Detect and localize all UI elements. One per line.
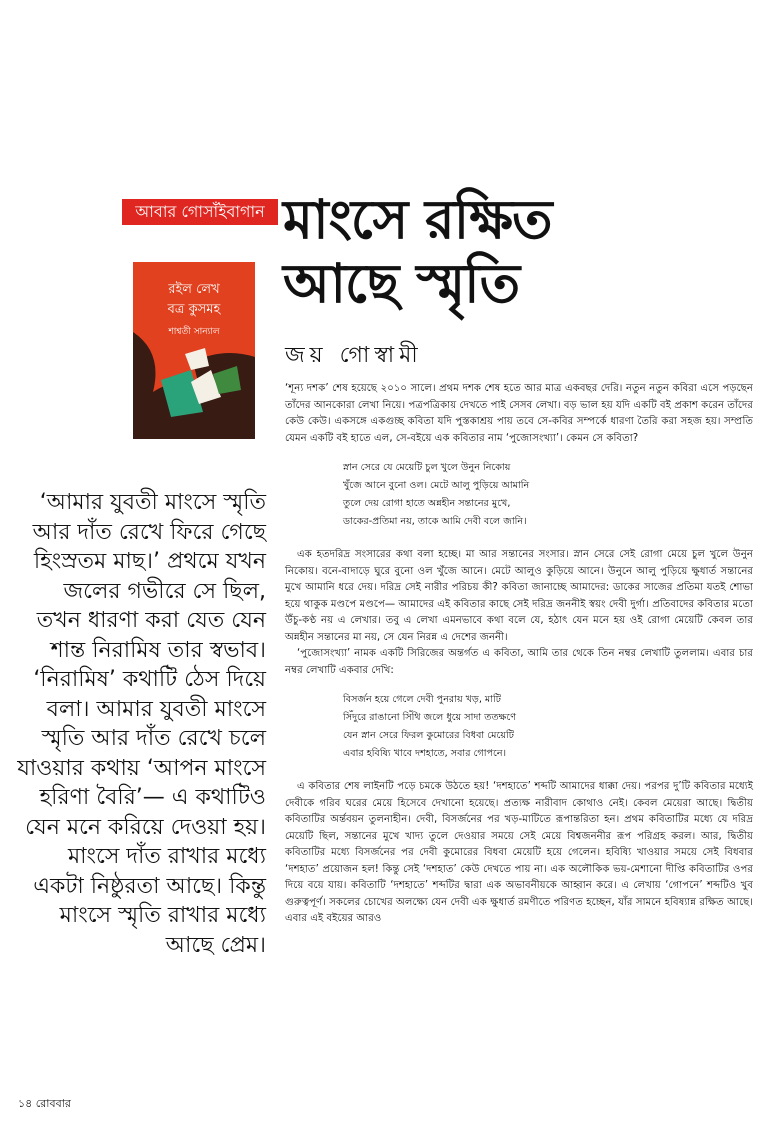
poem-line: তুলে দেয় রোগা হাতে অন্নহীন সন্তানের মুখে, xyxy=(343,498,511,509)
poem-block-2 xyxy=(343,691,753,763)
headline-line-1: মাংসে রক্ষিত xyxy=(283,188,552,251)
pull-quote-text: ‘আমার যুবতী মাংসে স্মৃতি আর দাঁত রেখে ফিরে গেছে হিংস্রতম মাছ।’ প্রথমে যখন জলের গভীরে সে ছিল, তখন ধারণা করা যেত যেন শান্ত নিরামিষ তার স্বভাব। ‘নিরামিষ’ কথাটি ঠেস দিয়ে বলা। আমার যুবতী মাংসে স্মৃতি আর দাঁত রেখে চলে যাওয়ার কথায় ‘আপন মাংসে হরিণা বৈরি’— এ কথাটিও যেন মনে করিয়ে দেওয়া হয়। মাংসে দাঁত রাখার মধ্যে একটা নিষ্ঠুরতা আছে। কিন্তু মাংসে স্মৃতি রাখার মধ্যে আছে প্রেম। xyxy=(17,490,266,958)
body-paragraph: এ কবিতার শেষ লাইনটি পড়ে চমকে উঠতে হয়! ‘দশহাতে’ শব্দটি আমাদের ধাক্কা দেয়। পরপর দু’টি কবিতার মধ্যেই দেবীকে গরিব ঘরের মেয়ে হিসেবে দেখানো হয়েছে। প্রত্যক্ষ নারীবাদ কোথাও নেই। কেবল মেয়েরা আছে। দ্বিতীয় কবিতাটির অর্ন্তবয়ন তুলনাহীন। দেবী, বিসর্জনের পর খড়-মাটিতে রূপান্তরিতা হন। প্রথম কবিতাটির মধ্যে যে দরিদ্র মেয়েটি ছিল, সন্তানের মুখে খাদ্য তুলে দেওয়ার সময়ে সেই মেয়ে বিশ্বজননীর রূপ পরিগ্রহ করল। আর, দ্বিতীয় কবিতাটির মধ্যে বিসর্জনের পর দেবী কুমোরের বিধবা মেয়েটি হয়ে গেলেন। হবিষ্যি খাওয়ার সময়ে সেই বিধবার ‘দশহাত’ প্রয়োজন হল! কিন্তু সেই ‘দশহাত’ কেউ দেখতে পায় না। এক অলৌকিক ভয়-মেশানো দীপ্তি কবিতাটির ওপর দিয়ে বয়ে যায়। কবিতাটি ‘দশহাতে’ শব্দটির দ্বারা এক অভাবনীয়কে আহ্বান করে। এ লেখায় ‘গোপনে’ শব্দটিও খুব গুরুত্বপূর্ণ। সকলের চোখের অলক্ষ্যে যেন দেবী এক ক্ষুধার্ত রমণীতে পরিণত হচ্ছেন, যাঁর সামনে হবিষ্যান্ন রক্ষিত আছে। এবার এই বইয়ের আরও xyxy=(285,781,753,924)
poem-block-1 xyxy=(343,459,753,531)
poem-line: স্নান সেরে যে মেয়েটি চুল খুলে উনুন নিকোয় xyxy=(343,462,511,473)
book-cover-image xyxy=(133,262,255,439)
pull-quote xyxy=(16,488,266,960)
author-byline: জয় গোস্বামী xyxy=(285,343,423,368)
body-paragraph: ‘শূন্য দশক’ শেষ হয়েছে ২০১০ সালে। প্রথম দশক শেষ হতে আর মাত্র একবছর দেরি। নতুন নতুন কবিরা এসে পড়ছেন তাঁদের আনকোরা লেখা নিয়ে। পত্রপত্রিকায় দেখতে পাই সেসব লেখা। বড় ভাল হয় যদি একটি বই প্রকাশ করেন তাঁদের কেউ কেউ। একসঙ্গে একগুচ্ছ কবিতা যদি পুস্তকাশ্রয় পায় তবে সে-কবির সম্পর্কে ধারণা তৈরি করা সহজ হয়। সম্প্রতি যেমন একটি বই হাতে এল, সে-বইয়ে এক কবিতার নাম ‘পুজোসংখ্যা’। কেমন সে কবিতা? xyxy=(285,383,753,444)
book-title-line-2: বত্র কুসমহ xyxy=(167,302,221,317)
headline xyxy=(283,188,603,316)
section-tag: আবার গোসাঁইবাগান xyxy=(122,199,278,225)
book-author: শাশ্বতী সান্যাল xyxy=(168,327,220,337)
page-folio: ১৪ রোববার xyxy=(18,1097,71,1110)
article-body xyxy=(285,381,753,928)
headline-line-2: আছে স্মৃতি xyxy=(283,252,520,315)
poem-line: ডাকের-প্রতিমা নয়, তাকে আমি দেবী বলে জানি। xyxy=(343,516,527,527)
poem-line: যেন স্নান সেরে ফিরল কুমোরের বিধবা মেয়েটি xyxy=(343,730,514,741)
body-paragraph: ‘পুজোসংখ্যা’ নামক একটি সিরিজের অন্তর্গত এ কবিতা, আমি তার থেকে তিন নম্বর লেখাটি তুললাম। এবার চার নম্বর লেখাটি একবার দেখি: xyxy=(285,648,753,676)
poem-line: এবার হবিষ্যি খাবে দশহাতে, সবার গোপনে। xyxy=(343,748,507,759)
body-paragraph: এক হতদরিদ্র সংসারের কথা বলা হচ্ছে। মা আর সন্তানের সংসার। স্নান সেরে সেই রোগা মেয়ে চুল খুলে উনুন নিকোয়। বনে-বাদাড়ে ঘুরে বুনো ওল খুঁজে আনে। মেটে আলুও কুড়িয়ে আনে। উনুনে আলু পুড়িয়ে ক্ষুধার্ত সন্তানের মুখে আমানি ধরে দেয়। দরিদ্র সেই নারীর পরিচয় কী? কবিতা জানাচ্ছে আমাদের: ডাকের সাজের প্রতিমা যতই শোভা হয়ে থাকুক মণ্ডপে মণ্ডপে— আমাদের এই কবিতার কাছে সেই দরিদ্র জননীই স্বয়ং দেবী দুর্গা। প্রতিবাদের কবিতার মতো উঁচু-কণ্ঠ নয় এ লেখার। তবু এ লেখা এমনভাবে কথা বলে যে, হঠাৎ যেন মনে হয় ওই রোগা মেয়েটি কেবল তার অন্নহীন সন্তানের মা নয়, সে যেন নিরন্ন এ দেশের জননী। xyxy=(285,549,753,643)
poem-line: বিসর্জন হয়ে গেলে দেবী পুনরায় খড়, মাটি xyxy=(343,694,502,705)
poem-line: সিঁদুরে রাঙানো সিঁথি জলে ধুয়ে সাদা ততক্ষণে xyxy=(343,712,517,723)
book-title-line-1: রইল লেখ xyxy=(168,282,220,297)
poem-line: খুঁজে আনে বুনো ওল। মেটে আলু পুড়িয়ে আমানি xyxy=(343,480,530,491)
